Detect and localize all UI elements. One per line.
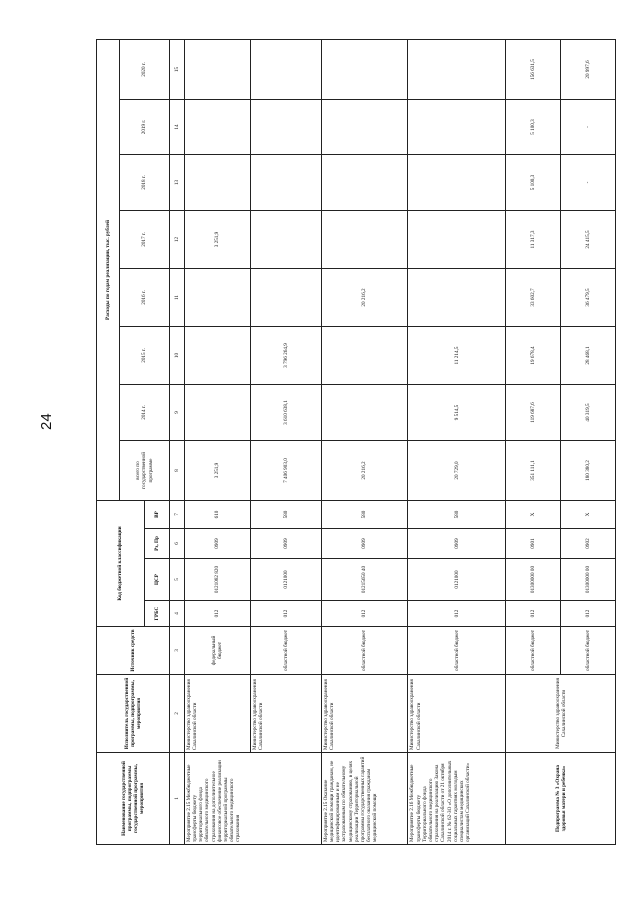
year-value <box>321 40 408 100</box>
source: областной бюджет <box>561 627 616 675</box>
header-year-2018: 2018 г. <box>119 155 169 211</box>
header-year-2014: 2014 г. <box>119 385 169 441</box>
source: областной бюджет <box>506 627 561 675</box>
source: областной бюджет <box>250 627 321 675</box>
source: федеральный бюджет <box>184 627 250 675</box>
year-value: 3 796 264,9 <box>250 327 321 385</box>
header-csr: ЦСР <box>144 559 169 601</box>
col-number: 13 <box>170 155 185 211</box>
csr: 0121000 <box>250 559 321 601</box>
year-value <box>184 269 250 327</box>
csr: 01300000 00 <box>506 559 561 601</box>
total: 351 111,1 <box>506 441 561 501</box>
year-value <box>184 100 250 155</box>
total: 3 251,9 <box>184 441 250 501</box>
total: 180 380,2 <box>561 441 616 501</box>
year-value <box>408 269 506 327</box>
table-row <box>506 40 561 845</box>
executor: Министерство здравоохранения Сахалинской области <box>506 675 616 753</box>
year-value: 20 997,6 <box>561 40 616 100</box>
header-expenses: Расходы по годам реализации, тыс. рублей <box>97 40 120 501</box>
col-number: 5 <box>170 559 185 601</box>
year-value: 40 319,5 <box>561 385 616 441</box>
year-value <box>250 40 321 100</box>
csr: 01215650 40 <box>321 559 408 601</box>
year-value <box>408 155 506 211</box>
grbs: 012 <box>184 601 250 627</box>
executor: Министерство здравоохранения Сахалинской области <box>321 675 408 753</box>
year-value: 5 100,3 <box>506 155 561 211</box>
col-number: 1 <box>170 753 185 845</box>
rzpr: 0909 <box>408 529 506 559</box>
year-value <box>250 269 321 327</box>
year-value: 119 687,6 <box>506 385 561 441</box>
csr: 01300000 00 <box>561 559 616 601</box>
executor: Министерство здравоохранения Сахалинской области <box>408 675 506 753</box>
rzpr: 0909 <box>184 529 250 559</box>
header-exec: Исполнитель государственной программы, подпрограммы, мероприятия <box>97 675 170 753</box>
year-value <box>321 100 408 155</box>
year-value: 36 479,5 <box>561 269 616 327</box>
year-value: 20 216,2 <box>321 269 408 327</box>
grbs: 012 <box>250 601 321 627</box>
col-number: 7 <box>170 501 185 529</box>
year-value <box>184 327 250 385</box>
year-value <box>250 155 321 211</box>
year-value: - <box>561 100 616 155</box>
year-value <box>321 211 408 269</box>
header-name: Наименование государственной программы, подпрограммы государственной программы, мероприятия <box>97 753 170 845</box>
year-value <box>250 100 321 155</box>
year-value: 28 468,1 <box>561 327 616 385</box>
grbs: 012 <box>321 601 408 627</box>
col-number: 9 <box>170 385 185 441</box>
col-number: 14 <box>170 100 185 155</box>
year-value: 3 251,9 <box>184 211 250 269</box>
col-number: 11 <box>170 269 185 327</box>
header-year-2020: 2020 г. <box>119 40 169 100</box>
table-row <box>321 40 408 845</box>
year-value <box>408 211 506 269</box>
executor: Министерство здравоохранения Сахалинской области <box>250 675 321 753</box>
header-budget-code: Код бюджетной классификации <box>97 501 145 627</box>
rotated-table-wrapper <box>96 40 616 845</box>
header-year-2019: 2019 г. <box>119 100 169 155</box>
col-number: 6 <box>170 529 185 559</box>
header-rzpr: Рз, Пр <box>144 529 169 559</box>
source: областной бюджет <box>408 627 506 675</box>
year-value: 19 678,4 <box>506 327 561 385</box>
year-value: 156 631,5 <box>506 40 561 100</box>
measure-name: Мероприятие 2.16 Межбюджетные трансферты бюджету Территориального фонда обязательного медицинского страхования на реализацию Закона Сахалинской области от 21 октября 2014 г. № 62-ЗО «О дополнительных социальных гарантиях молодым специалистам медицинских организаций Сахалинской области» <box>408 753 506 845</box>
table-row <box>250 40 321 845</box>
year-value <box>321 327 408 385</box>
header-year-2017: 2017 г. <box>119 211 169 269</box>
year-value <box>321 155 408 211</box>
year-value: 11 214,5 <box>408 327 506 385</box>
year-value: 5 100,3 <box>506 100 561 155</box>
executor: Министерство здравоохранения Сахалинской области <box>184 675 250 753</box>
vr: 580 <box>321 501 408 529</box>
grbs: 012 <box>506 601 561 627</box>
grbs: 012 <box>408 601 506 627</box>
rzpr: 0909 <box>250 529 321 559</box>
col-number: 12 <box>170 211 185 269</box>
header-year-2016: 2016 г. <box>119 269 169 327</box>
rzpr: 0902 <box>561 529 616 559</box>
vr: 580 <box>408 501 506 529</box>
col-number: 3 <box>170 627 185 675</box>
header-vr: ВР <box>144 501 169 529</box>
year-value <box>408 40 506 100</box>
vr: Х <box>506 501 561 529</box>
year-value <box>184 155 250 211</box>
measure-name: Мероприятие 2.15 Оказание медицинской помощи гражданам, не идентифицированным и не застрахованным по обязательному медицинскому страхованию, в целях реализации Территориальной программы государственных гарантий бесплатного оказания гражданам медицинской помощи <box>321 753 408 845</box>
year-value: 3 610 638,1 <box>250 385 321 441</box>
grbs: 012 <box>561 601 616 627</box>
year-value <box>408 100 506 155</box>
year-value: 9 514,5 <box>408 385 506 441</box>
total: 20 216,2 <box>321 441 408 501</box>
col-number: 10 <box>170 327 185 385</box>
csr: 0121082 820 <box>184 559 250 601</box>
source: областной бюджет <box>321 627 408 675</box>
rzpr: 0901 <box>506 529 561 559</box>
total: 7 406 903,0 <box>250 441 321 501</box>
year-value: 33 602,7 <box>506 269 561 327</box>
year-value: 24 415,5 <box>561 211 616 269</box>
column-numbers-row <box>170 40 185 845</box>
subprogram-name: Подпрограмма № 3 «Охрана здоровья матери и ребенка» <box>506 753 616 845</box>
vr: 610 <box>184 501 250 529</box>
year-value: 11 317,3 <box>506 211 561 269</box>
year-value <box>184 40 250 100</box>
col-number: 2 <box>170 675 185 753</box>
page-number: 24 <box>38 413 55 430</box>
header-source: Источник средств <box>97 627 170 675</box>
table-row <box>408 40 506 845</box>
vr: 580 <box>250 501 321 529</box>
year-value <box>250 211 321 269</box>
col-number: 4 <box>170 601 185 627</box>
year-value <box>321 385 408 441</box>
year-value <box>184 385 250 441</box>
budget-table <box>96 39 616 845</box>
year-value: - <box>561 155 616 211</box>
header-grbs: ГРБС <box>144 601 169 627</box>
csr: 0121000 <box>408 559 506 601</box>
rzpr: 0909 <box>321 529 408 559</box>
header-year-2015: 2015 г. <box>119 327 169 385</box>
vr: Х <box>561 501 616 529</box>
col-number: 8 <box>170 441 185 501</box>
table-row <box>184 40 250 845</box>
header-total: всего по государственной программе <box>119 441 169 501</box>
total: 20 729,0 <box>408 441 506 501</box>
measure-name: Мероприятие 2.15 Межбюджетные трансферты бюджету территориального фонда обязательного медицинского страхования на дополнительное финансовое обеспечение реализации территориальной программы обязательного медицинского страхования <box>184 753 321 845</box>
col-number: 15 <box>170 40 185 100</box>
